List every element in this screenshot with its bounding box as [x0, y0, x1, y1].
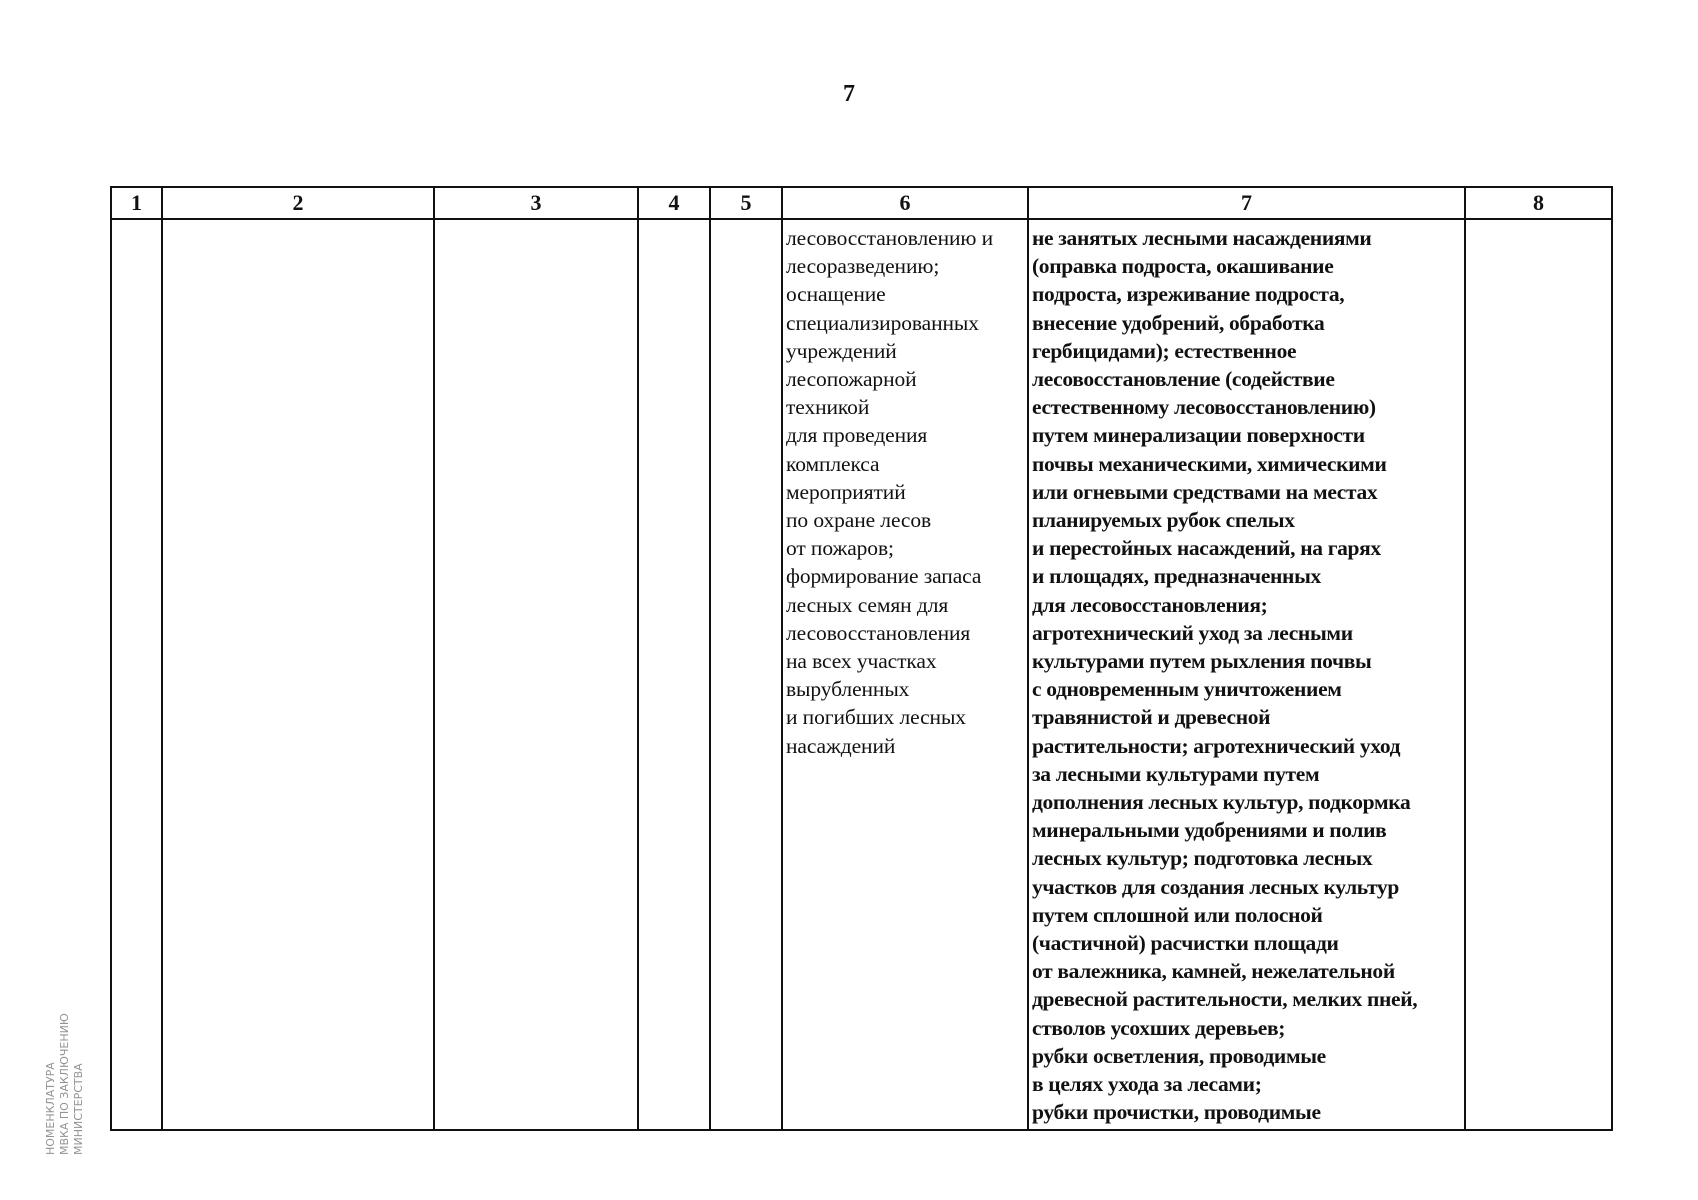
margin-stamp-line: НОМЕНКЛАТУРА	[44, 1062, 57, 1155]
cell-col-6-text: лесовосстановлению и лесоразведению; оснащение специализированных учреждений лесопожарной техникой для проведения комплекса мероприятий по охране лесов от пожаров; формирование запаса лесных семян для лесовосстановления на всех участках вырубленных и погибших лесных насаждений	[786, 226, 994, 758]
margin-stamp-line: МВКА ПО ЗАКЛЮЧЕНИЮ	[58, 1013, 71, 1155]
cell-col-2-text	[163, 220, 433, 224]
margin-stamp-text	[44, 935, 104, 1155]
cell-col-4-text	[639, 220, 709, 224]
header-col-2: 2	[162, 187, 434, 219]
cell-col-8	[1465, 219, 1612, 1130]
cell-col-3	[434, 219, 638, 1130]
header-col-4: 4	[638, 187, 710, 219]
cell-col-4	[638, 219, 710, 1130]
header-col-7: 7	[1028, 187, 1465, 219]
cell-col-5	[710, 219, 782, 1130]
header-col-1: 1	[111, 187, 162, 219]
cell-col-7-text: не занятых лесными насаждениями (оправка подроста, окашивание подроста, изреживание подроста, внесение удобрений, обработка гербицидами); естественное лесовосстановление (содействие естественному лесовосстановлению) путем минерализации поверхности почвы механическими, химическими или огневыми средствами на местах планируемых рубок спелых и перестойных насаждений, на гарях и площадях, предназначенных для лесовосстановления; агротехнический уход за лесными культурами путем рыхления почвы с одновременным уничтожением травянистой и древесной растительности; агротехнический уход за лесными культурами путем дополнения лесных культур, подкормка минеральными удобрениями и полив лесных культур; подготовка лесных участков для создания лесных культур путем сплошной или полосной (частичной) расчистки площади от валежника, камней, нежелательной древесной растительности, мелких пней, стволов усохших деревьев; рубки осветления, проводимые в целях ухода за лесами; рубки прочистки, проводимые	[1032, 226, 1418, 1125]
cell-col-6	[782, 219, 1028, 1130]
margin-stamp-line: МИНИСТЕРСТВА	[72, 1063, 85, 1155]
cell-col-2	[162, 219, 434, 1130]
header-col-8: 8	[1465, 187, 1612, 219]
cell-col-7	[1028, 219, 1465, 1130]
table-row	[111, 219, 1612, 1130]
cell-col-1-text	[112, 220, 161, 224]
cell-col-5-text	[711, 220, 781, 224]
cell-col-1	[111, 219, 162, 1130]
header-col-6: 6	[782, 187, 1028, 219]
data-table	[110, 186, 1613, 1131]
header-row	[111, 187, 1612, 219]
cell-col-8-text	[1466, 220, 1611, 224]
margin-stamp	[44, 935, 104, 1155]
header-col-5: 5	[710, 187, 782, 219]
header-col-3: 3	[434, 187, 638, 219]
cell-col-3-text	[435, 220, 637, 224]
page-number: 7	[843, 81, 855, 107]
